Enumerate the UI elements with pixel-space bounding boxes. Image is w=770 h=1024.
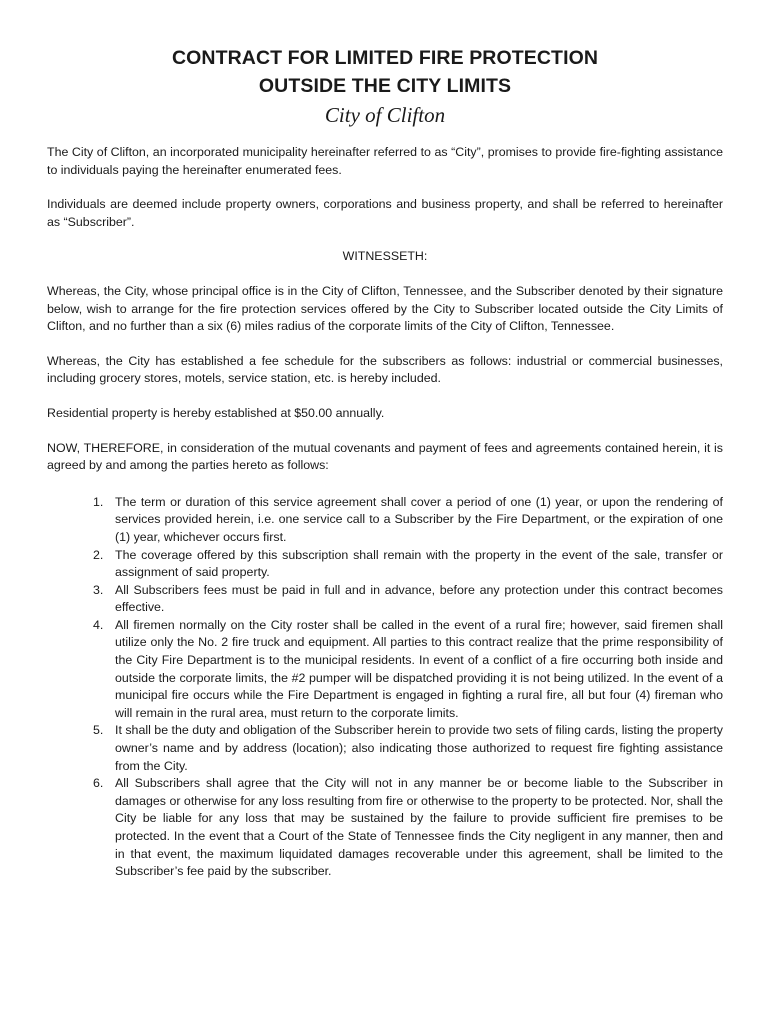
clause-text: It shall be the duty and obligation of the Subscriber herein to provide two sets of filing cards, listing the property owner’s name and by address (location); also indicating those authorized to request fire fighting assistance from the City.: [115, 723, 723, 773]
clause-text: All Subscribers fees must be paid in full and in advance, before any protection under this contract becomes effective.: [115, 582, 723, 615]
clause-number: 1.: [93, 494, 104, 509]
now-therefore-paragraph: NOW, THEREFORE, in consideration of the mutual covenants and payment of fees and agreements contained herein, it is agreed by and among the parties hereto as follows:: [47, 440, 723, 473]
clause-item: [93, 582, 723, 617]
clause-item: [93, 547, 723, 582]
clause-number: 2.: [93, 547, 104, 562]
clause-item: [93, 775, 723, 881]
intro-paragraph: The City of Clifton, an incorporated municipality hereinafter referred to as “City”, promises to provide fire-fighting assistance to individuals paying the hereinafter enumerated fees.: [47, 145, 723, 177]
clause-list: [47, 494, 723, 881]
clause-item: [93, 494, 723, 547]
residential-fee-paragraph: Residential property is hereby established at $50.00 annually.: [47, 405, 385, 420]
clause-text: All Subscribers shall agree that the City will not in any manner be or become liable to the Subscriber in damages or otherwise for any loss resulting from fire or otherwise to the property to be protected. Nor, shall the City be liable for any loss that may be sustained by the failure to provide sufficient fire premises to be protected. In the event that a Court of the State of Tennessee finds the City negligent in any manner, then and in that event, the maximum liquidated damages recoverable under this agreement, shall be limited to the Subscriber’s fee paid by the subscriber.: [115, 776, 723, 879]
document-subtitle: City of Clifton: [324, 103, 446, 127]
whereas-paragraph: Whereas, the City, whose principal office is in the City of Clifton, Tennessee, and the Subscriber denoted by their signature below, wish to arrange for the fire protection services offered by the City to Subscriber located outside the City Limits of Clifton, and no further than a six (6) miles radius of the corporate limits of the City of Clifton, Tennessee.: [47, 283, 723, 334]
clause-number: 4.: [93, 617, 104, 632]
clause-item: [93, 617, 723, 723]
clause-item: [93, 722, 723, 775]
clause-number: 6.: [93, 776, 104, 791]
clause-text: The coverage offered by this subscription shall remain with the property in the event of the sale, transfer or assignment of said property.: [115, 547, 723, 580]
witnesseth-heading: WITNESSETH:: [342, 249, 428, 264]
whereas-paragraph: Whereas, the City has established a fee schedule for the subscribers as follows: industrial or commercial businesses, including grocery stores, motels, service station, etc. is hereby included.: [47, 353, 723, 386]
document-page: [47, 44, 723, 881]
intro-paragraph: Individuals are deemed include property owners, corporations and business property, and shall be referred to hereinafter as “Subscriber”.: [47, 197, 723, 229]
clause-number: 5.: [93, 723, 104, 738]
clause-text: All firemen normally on the City roster shall be called in the event of a rural fire; however, said firemen shall utilize only the No. 2 fire truck and equipment. All parties to this contract realize that the prime responsibility of the City Fire Department is to the municipal residents. In event of a conflict of a fire occurring both inside and outside the corporate limits, the #2 pumper will be dispatched providing it is not being utilized. In the event of a municipal fire occurs while the Fire Department is engaged in fighting a rural fire, all but four (4) fireman who will remain in the rural area, must return to the corporate limits.: [115, 617, 723, 720]
document-title-line2: OUTSIDE THE CITY LIMITS: [258, 75, 512, 97]
document-title-line1: CONTRACT FOR LIMITED FIRE PROTECTION: [171, 47, 599, 69]
clause-number: 3.: [93, 582, 104, 597]
clause-text: The term or duration of this service agreement shall cover a period of one (1) year, or upon the rendering of services provided herein, i.e. one service call to a Subscriber by the Fire Department, or the expiration of one (1) year, whichever occurs first.: [115, 494, 723, 544]
